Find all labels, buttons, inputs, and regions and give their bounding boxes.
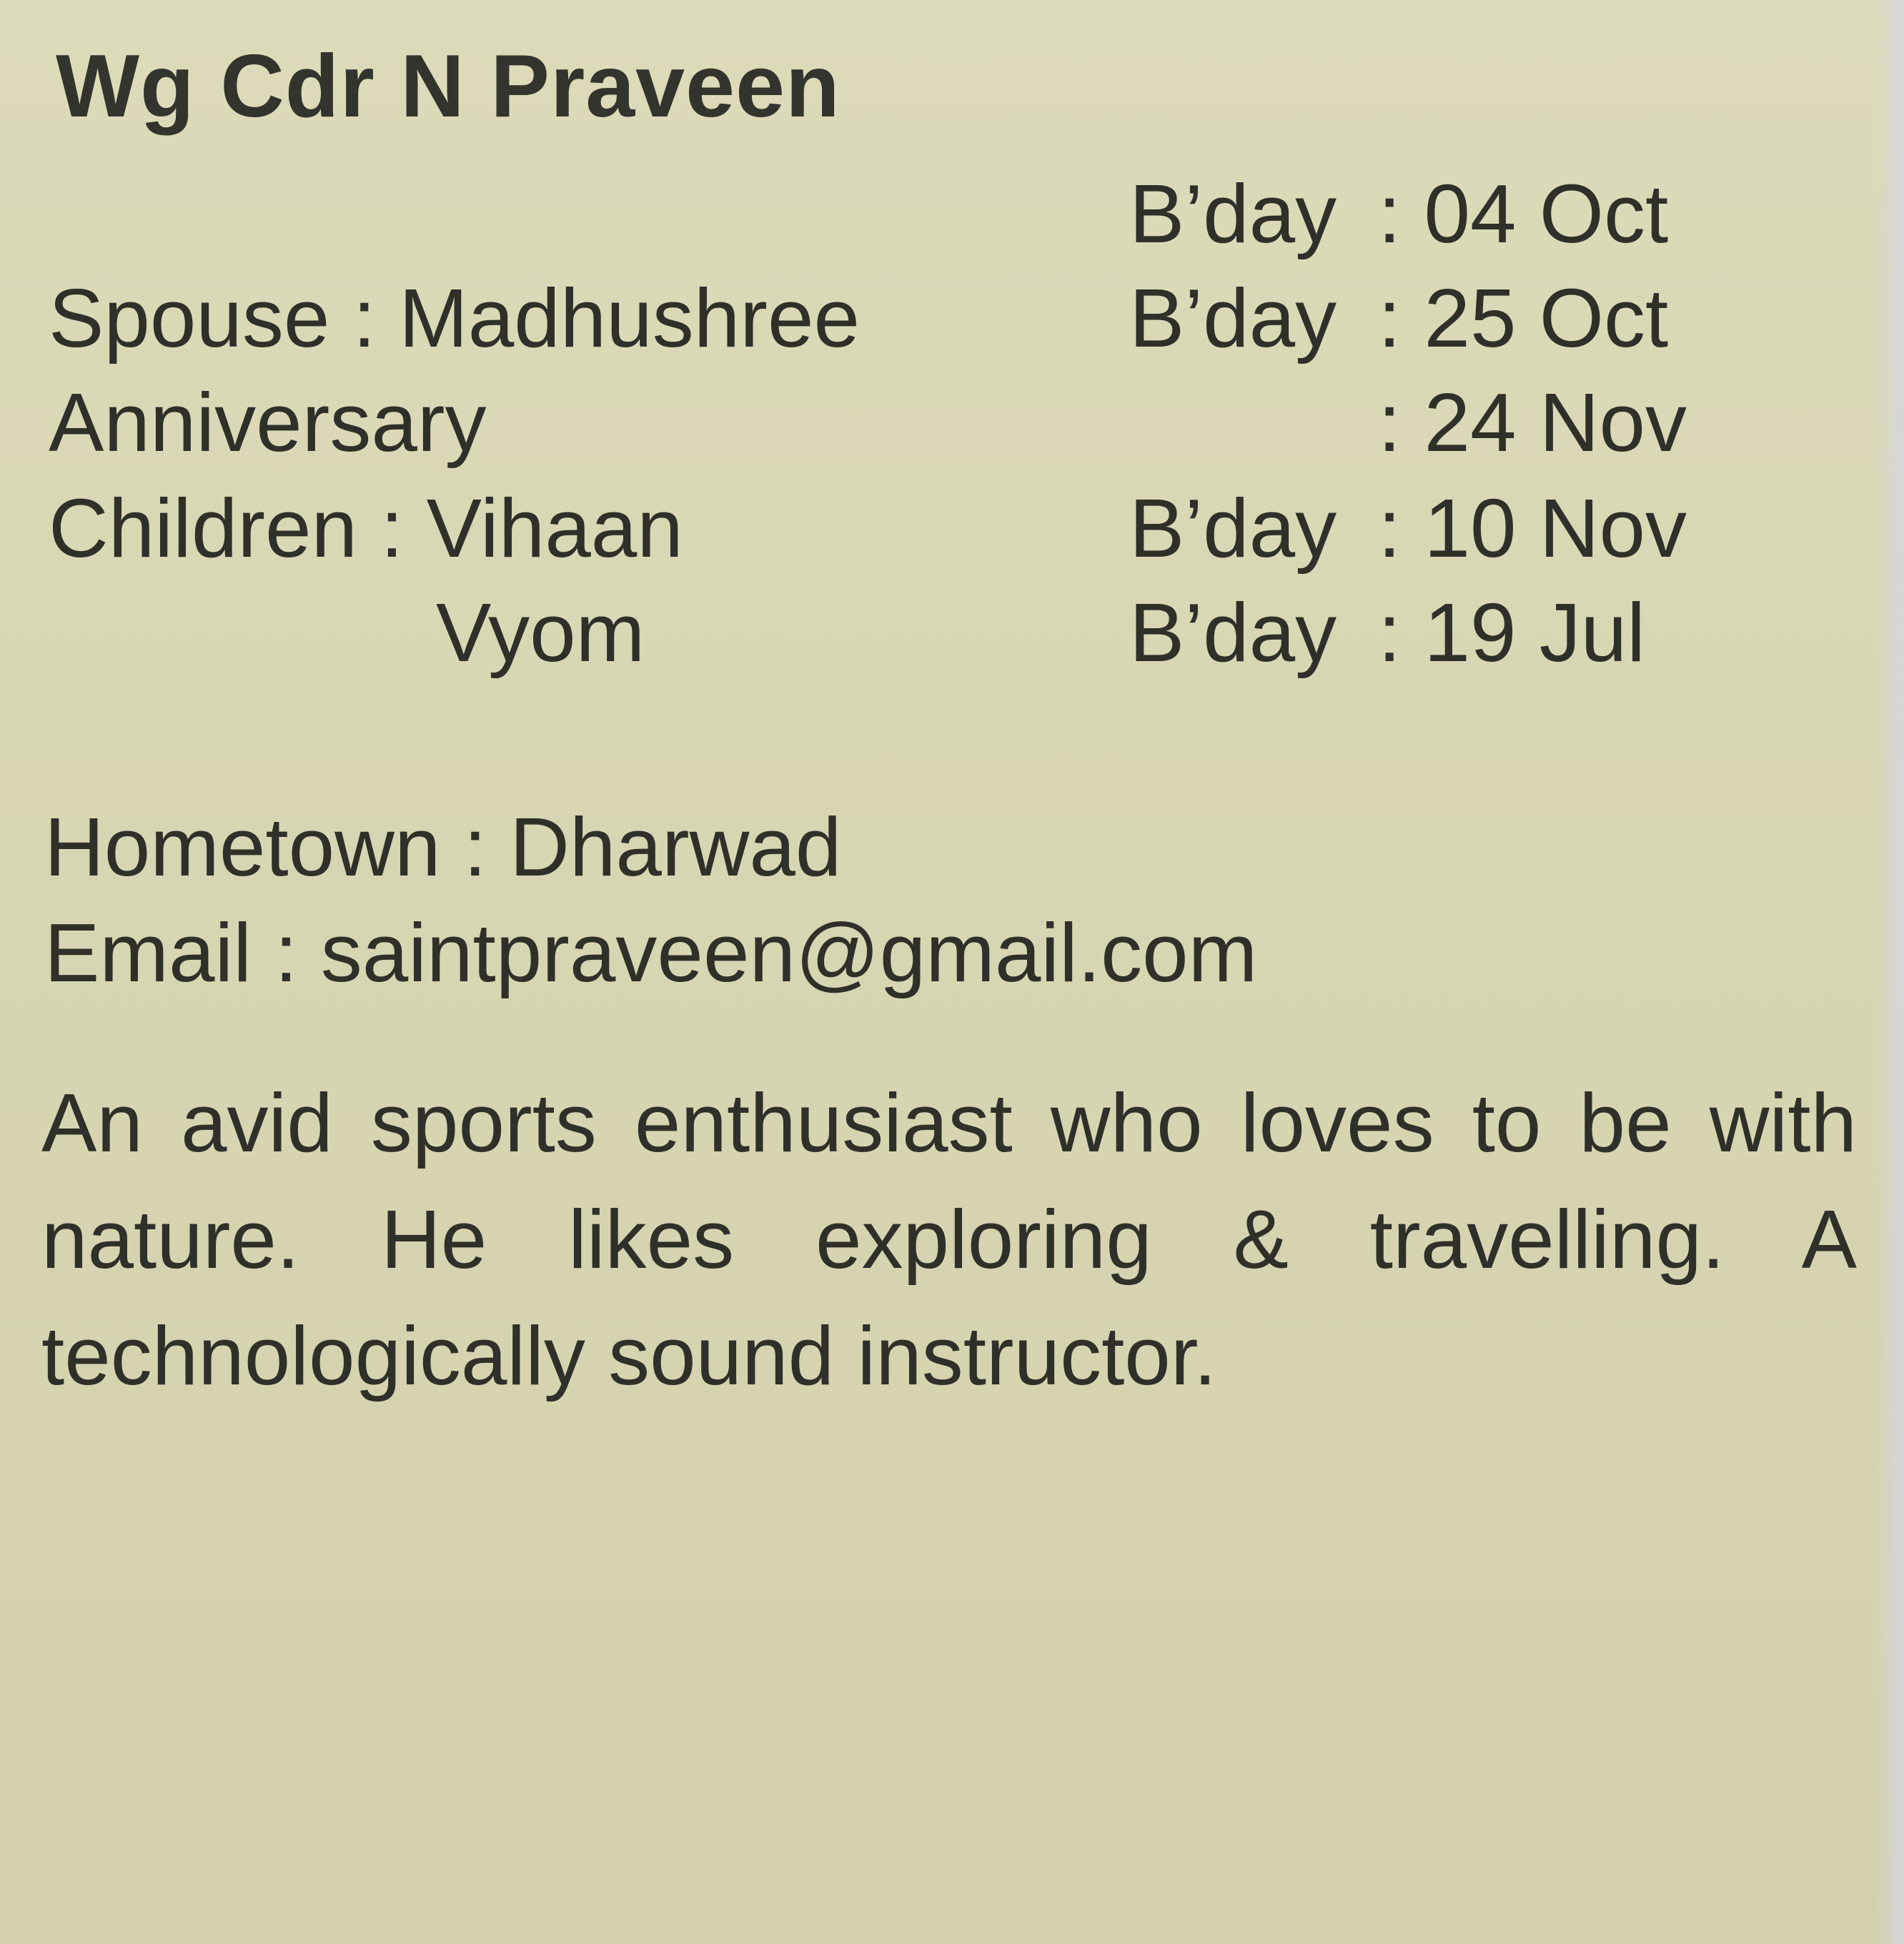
child-1-name: Children : Vihaan	[49, 482, 683, 575]
page-edge	[1875, 0, 1904, 1944]
spouse-bday-label: B’day	[1129, 272, 1337, 364]
child-2-name: Vyom	[436, 586, 645, 679]
self-bday-value: : 04 Oct	[1378, 167, 1669, 260]
child-1-bday-value: : 10 Nov	[1378, 482, 1687, 575]
child-2-bday-label: B’day	[1129, 586, 1337, 679]
child-1-bday-label: B’day	[1129, 482, 1337, 575]
bio-paragraph: An avid sports enthusiast who loves to be with nature. He likes exploring & travelling. A technologically sound instructor.	[41, 1076, 1857, 1402]
page-title: Wg Cdr N Praveen	[56, 37, 841, 136]
spouse-name: Spouse : Madhushree	[49, 272, 860, 364]
spouse-bday-value: : 25 Oct	[1378, 272, 1669, 364]
anniversary-label: Anniversary	[49, 376, 487, 469]
anniversary-value: : 24 Nov	[1378, 376, 1687, 469]
self-bday-label: B’day	[1129, 167, 1337, 260]
hometown: Hometown : Dharwad	[44, 800, 842, 893]
child-2-bday-value: : 19 Jul	[1378, 586, 1645, 679]
email: Email : saintpraveen@gmail.com	[44, 906, 1258, 999]
